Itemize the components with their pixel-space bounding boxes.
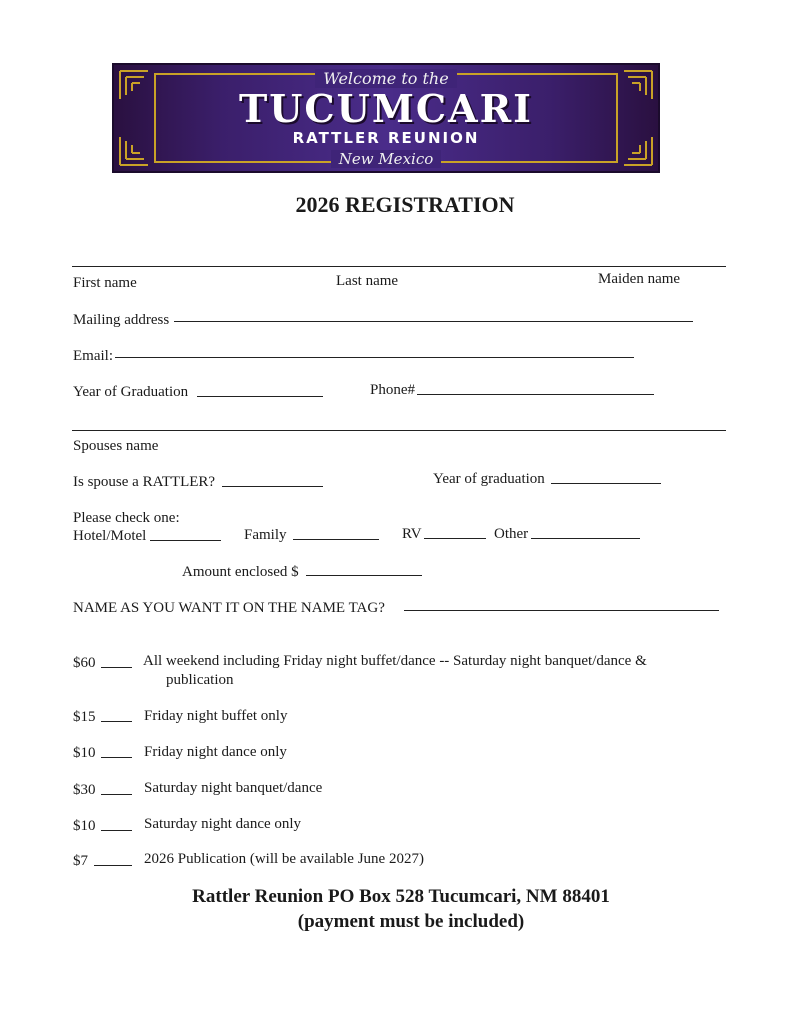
option-description: All weekend including Friday night buffet/dance -- Saturday night banquet/dance & <box>143 653 647 669</box>
name-input-line[interactable] <box>72 266 726 267</box>
first-name-label: First name <box>73 275 137 291</box>
option-price: $7 <box>73 853 88 869</box>
reunion-banner <box>112 63 660 173</box>
option-checkbox-line[interactable] <box>101 794 132 795</box>
banner-title: TUCUMCARI <box>239 86 533 131</box>
spouse-year-line[interactable] <box>551 483 661 484</box>
amount-enclosed-line[interactable] <box>306 575 422 576</box>
other-label: Other <box>494 526 529 542</box>
spouses-name-line[interactable] <box>72 430 726 431</box>
option-price: $60 <box>73 655 96 671</box>
option-price: $30 <box>73 782 96 798</box>
phone-label: Phone# <box>370 382 415 398</box>
spouse-rattler-label: Is spouse a RATTLER? <box>73 474 216 490</box>
spouse-year-label: Year of graduation <box>433 471 545 487</box>
footer-payment-note: (payment must be included) <box>297 911 525 932</box>
name-tag-line[interactable] <box>404 610 719 611</box>
year-of-graduation-line[interactable] <box>197 396 323 397</box>
rv-line[interactable] <box>424 538 486 539</box>
page-title: 2026 REGISTRATION <box>295 192 515 217</box>
footer-address: Rattler Reunion PO Box 528 Tucumcari, NM 88401 <box>192 886 610 907</box>
banner-state: New Mexico <box>114 150 658 168</box>
option-description-continued: publication <box>166 672 234 688</box>
option-price: $10 <box>73 745 96 761</box>
option-checkbox-line[interactable] <box>94 865 132 866</box>
family-line[interactable] <box>293 539 379 540</box>
hotel-line[interactable] <box>150 540 221 541</box>
year-of-graduation-label: Year of Graduation <box>73 384 189 400</box>
family-label: Family <box>244 527 287 543</box>
option-price: $10 <box>73 818 96 834</box>
option-checkbox-line[interactable] <box>101 721 132 722</box>
option-checkbox-line[interactable] <box>101 667 132 668</box>
maiden-name-label: Maiden name <box>598 271 681 287</box>
other-line[interactable] <box>531 538 640 539</box>
option-checkbox-line[interactable] <box>101 757 132 758</box>
option-description: Friday night dance only <box>144 744 287 760</box>
email-line[interactable] <box>115 357 634 358</box>
name-tag-label: NAME AS YOU WANT IT ON THE NAME TAG? <box>73 600 385 616</box>
mailing-address-label: Mailing address <box>73 312 170 328</box>
phone-line[interactable] <box>417 394 654 395</box>
last-name-label: Last name <box>336 273 399 289</box>
banner-welcome: Welcome to the <box>114 69 658 88</box>
mailing-address-line[interactable] <box>174 321 693 322</box>
spouse-rattler-line[interactable] <box>222 486 323 487</box>
option-checkbox-line[interactable] <box>101 830 132 831</box>
spouses-name-label: Spouses name <box>73 438 159 454</box>
email-label: Email: <box>73 348 113 364</box>
option-description: Friday night buffet only <box>144 708 288 724</box>
check-one-label: Please check one: <box>73 510 180 526</box>
rv-label: RV <box>402 526 422 542</box>
option-description: Saturday night banquet/dance <box>144 780 323 796</box>
amount-enclosed-label: Amount enclosed $ <box>182 564 299 580</box>
option-description: Saturday night dance only <box>144 816 302 832</box>
banner-subtitle: RATTLER REUNION <box>292 129 480 147</box>
hotel-label: Hotel/Motel <box>73 528 147 544</box>
option-price: $15 <box>73 709 96 725</box>
option-description: 2026 Publication (will be available June 2027) <box>144 851 424 867</box>
